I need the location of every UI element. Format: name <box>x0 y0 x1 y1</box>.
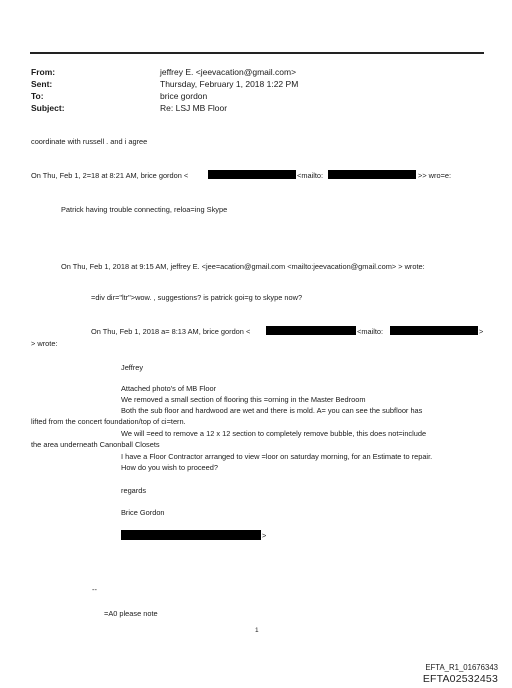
greeting: Jeffrey <box>121 363 144 372</box>
quote1-header-suffix: >> wro=e: <box>418 171 452 180</box>
from-value: jeffrey E. <jeevacation@gmail.com> <box>160 67 297 77</box>
redaction-bar <box>390 326 478 335</box>
paragraph-4a: We will =eed to remove a 12 x 12 section to completely remove bubble, this does not=include <box>121 429 427 438</box>
subject-value: Re: LSJ MB Floor <box>160 103 228 113</box>
redaction-bar <box>328 170 416 179</box>
paragraph-5a: I have a Floor Contractor arranged to view =loor on saturday morning, for an Estimate to repair. <box>121 452 433 461</box>
redaction-bar <box>121 530 261 540</box>
quote2-text: =div dir="ltr">wow. , suggestions? is patrick goi=g to skype now? <box>91 293 303 302</box>
sent-value: Thursday, February 1, 2018 1:22 PM <box>160 79 299 89</box>
subject-label: Subject: <box>31 103 65 113</box>
paragraph-4b: the area underneath Canonball Closets <box>31 440 160 449</box>
paragraph-2: We removed a small section of flooring this =orning in the Master Bedroom <box>121 395 366 404</box>
closing-regards: regards <box>121 486 147 495</box>
paragraph-3a: Both the sub floor and hardwood are wet and there is mold. A= you can see the subfloor has <box>121 406 423 415</box>
footer-id-2: EFTA02532453 <box>422 673 498 685</box>
quote1-text: Patrick having trouble connecting, reloa=ing Skype <box>61 205 228 214</box>
quote1-mailto: <mailto: <box>297 171 324 180</box>
quote1-header-prefix: On Thu, Feb 1, 2=18 at 8:21 AM, brice gordon < <box>31 171 189 180</box>
signature-name: Brice Gordon <box>121 508 165 517</box>
redaction-bar <box>266 326 356 335</box>
to-value: brice gordon <box>160 91 208 101</box>
paragraph-1: Attached photo's of MB Floor <box>121 384 217 393</box>
redaction-bar <box>208 170 296 179</box>
quote3-header-suffix: > <box>479 327 484 336</box>
paragraph-5b: How do you wish to proceed? <box>121 463 218 472</box>
paragraph-3b: lifted from the concert foundation/top of ci=tern. <box>31 417 186 426</box>
signature-dashes: -- <box>92 585 97 594</box>
quote2-header: On Thu, Feb 1, 2018 at 9:15 AM, jeffrey E. <jee=acation@gmail.com <mailto:jeevacation@gmail.com> > wrote: <box>61 262 425 271</box>
from-label: From: <box>31 67 56 77</box>
body-line-1: coordinate with russell . and i agree <box>31 137 148 146</box>
note-line: =A0 please note <box>104 609 158 618</box>
quote3-header-prefix: On Thu, Feb 1, 2018 a= 8:13 AM, brice gordon < <box>91 327 251 336</box>
quote3-wrote: > wrote: <box>31 339 58 348</box>
to-label: To: <box>31 91 44 101</box>
footer-id-1: EFTA_R1_01676343 <box>425 663 498 672</box>
quote3-mailto: <mailto: <box>357 327 384 336</box>
signature-tail: > <box>262 531 267 540</box>
sent-label: Sent: <box>31 79 53 89</box>
header-rule <box>30 52 484 54</box>
page-number: 1 <box>255 627 259 634</box>
